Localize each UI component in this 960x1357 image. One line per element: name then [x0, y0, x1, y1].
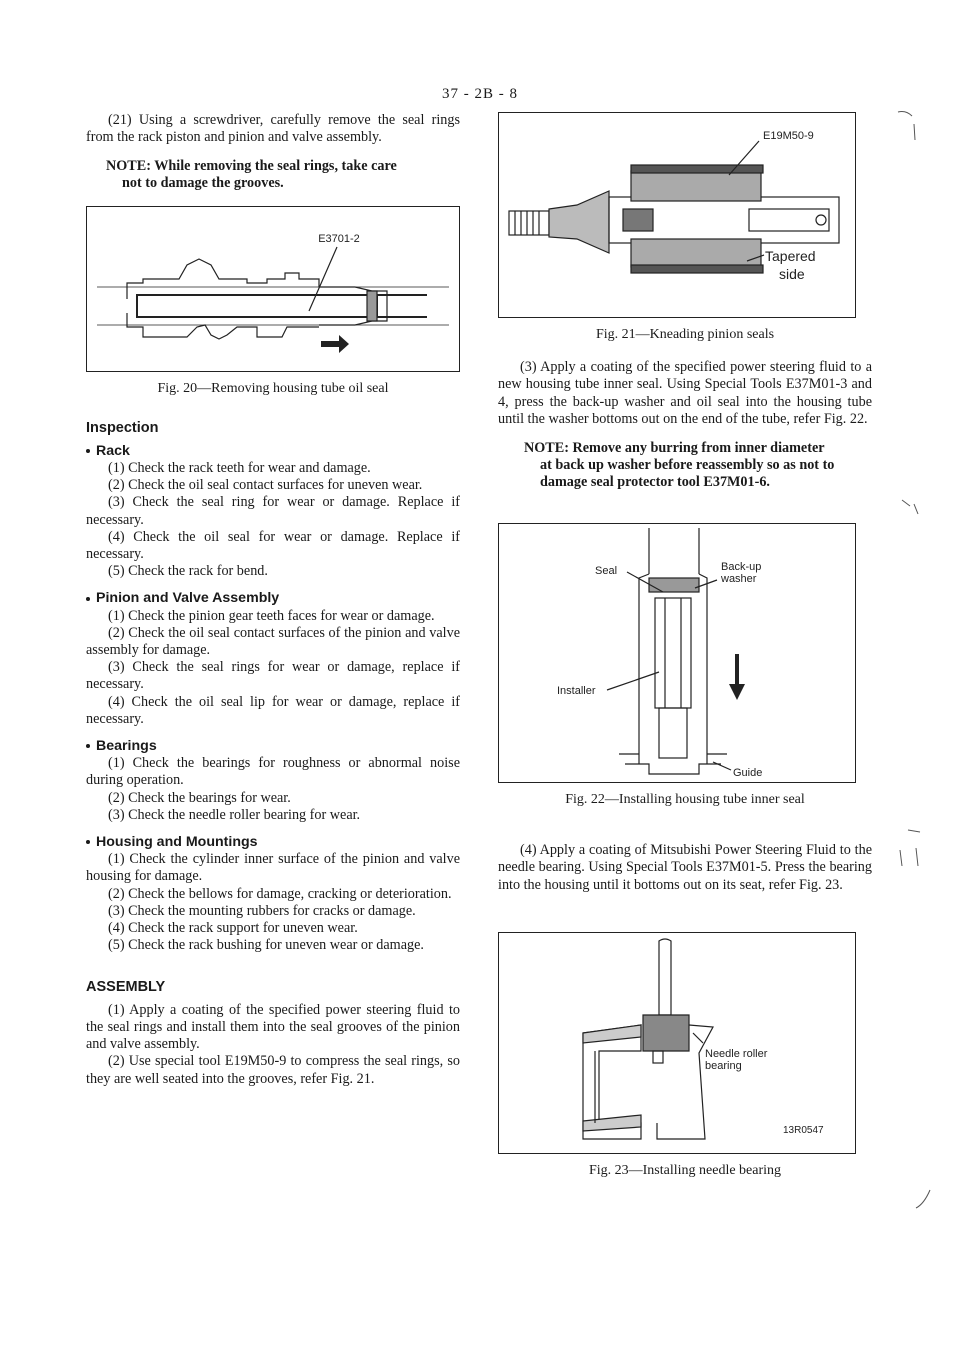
bullet-icon [86, 449, 90, 453]
housing-subheading [86, 834, 460, 851]
figure-23-bearing-label: bearing [705, 1059, 742, 1072]
assembly-heading: ASSEMBLY [86, 978, 166, 995]
figure-21-tool-label: E19M50-9 [763, 130, 814, 142]
figure-20 [86, 206, 460, 397]
right-column [498, 112, 872, 1179]
housing-title: Housing and Mountings [96, 834, 258, 851]
figure-22-seal-label: Seal [595, 565, 618, 578]
figure-23-drawing [499, 933, 855, 1153]
figure-21-frame [498, 112, 856, 318]
figure-23 [498, 932, 872, 1179]
step-4-text: (4) Apply a coating of Mitsubishi Power Steering Fluid to the needle bearing. Using Special Tools E37M01-5. Press the bearing into the housing until it bottoms out on its seat, refer Fig. 23. [498, 842, 872, 893]
figure-21-drawing [499, 113, 855, 317]
note-line: NOTE: While removing the seal rings, take care [106, 158, 397, 175]
list-item: (2) Check the oil seal contact surfaces for uneven wear. [108, 477, 423, 494]
bullet-icon [86, 597, 90, 601]
bullet-icon [86, 840, 90, 844]
pinion-section [86, 590, 460, 728]
figure-20-caption: Fig. 20—Removing housing tube oil seal [157, 381, 389, 397]
figure-22-guide-label: Guide [733, 767, 763, 780]
figure-22-installer-label: Installer [557, 685, 596, 698]
list-item: (3) Check the seal ring for wear or damage. Replace if necessary. [86, 494, 460, 528]
list-item: (1) Check the pinion gear teeth faces for wear or damage. [108, 607, 435, 624]
list-item: (4) Check the oil seal for wear or damage. Replace if necessary. [86, 528, 460, 563]
housing-section [86, 834, 460, 954]
page-number: 37 - 2B - 8 [442, 86, 518, 102]
figure-22 [498, 523, 872, 808]
list-item: (2) Check the oil seal contact surfaces of the pinion and valve assembly for damage. [86, 624, 460, 659]
figure-20-label: E3701-2 [318, 233, 360, 246]
list-item: (3) Check the seal rings for wear or damage, replace if necessary. [86, 659, 460, 693]
figure-23-code-label: 13R0547 [783, 1124, 824, 1136]
figure-20-frame [86, 206, 460, 372]
figure-20-drawing [87, 207, 459, 371]
left-column [86, 112, 460, 1088]
rack-title: Rack [96, 442, 130, 459]
bearings-title: Bearings [96, 738, 157, 755]
list-item: (3) Check the mounting rubbers for cracks or damage. [108, 902, 416, 919]
figure-23-needle-label: Needle roller [705, 1047, 768, 1060]
list-item: (5) Check the rack for bend. [108, 563, 268, 580]
figure-22-washer-label: washer [721, 573, 757, 586]
rack-subheading [86, 443, 460, 460]
figure-22-caption: Fig. 22—Installing housing tube inner seal [565, 792, 805, 808]
note-line: at back up washer before reassembly so as not to damage seal protector tool E37M01-6. [540, 457, 835, 491]
rack-section [86, 443, 460, 581]
figure-23-caption: Fig. 23—Installing needle bearing [588, 1162, 782, 1178]
scan-margin-marks [880, 110, 940, 1240]
step-21-text: (21) Using a screwdriver, carefully remove the seal rings from the rack piston and pinion and valve assembly. [86, 112, 460, 146]
list-item: (1) Check the rack teeth for wear and damage. [108, 460, 371, 477]
list-item: (2) Check the bearings for wear. [108, 789, 291, 806]
list-item: (4) Check the rack support for uneven wear. [108, 920, 358, 937]
figure-21-tapered-label: Tapered [765, 248, 816, 264]
figure-22-backup-label: Back-up [721, 561, 762, 574]
pinion-subheading [86, 590, 460, 607]
figure-21-caption: Fig. 21—Kneading pinion seals [595, 327, 775, 342]
note-line: not to damage the grooves. [122, 175, 284, 192]
note-line: NOTE: Remove any burring from inner diameter [524, 440, 825, 457]
bearings-section [86, 738, 460, 824]
inspection-heading: Inspection [86, 419, 159, 436]
figure-21 [498, 112, 872, 343]
list-item: (3) Check the needle roller bearing for wear. [108, 806, 361, 823]
list-item: (1) Check the cylinder inner surface of the pinion and valve housing for damage. [86, 851, 460, 885]
list-item: (1) Apply a coating of the specified power steering fluid to the seal rings and install them into the seal grooves of the pinion and valve assembly. [86, 1001, 460, 1053]
figure-21-side-label: side [779, 266, 805, 282]
list-item: (1) Check the bearings for roughness or abnormal noise during operation. [86, 755, 460, 789]
bearings-subheading [86, 738, 460, 755]
step-3-text: (3) Apply a coating of the specified power steering fluid to a new housing tube inner seal. Using Special Tools E37M01-3 and 4, press the back-up washer and oil seal into the housing tube until the washer bottoms out on the end of the tube, refer Fig. 22. [498, 359, 872, 427]
figure-22-frame [498, 523, 856, 783]
list-item: (4) Check the oil seal lip for wear or damage, replace if necessary. [86, 693, 460, 727]
note-seal-rings [106, 158, 460, 192]
list-item: (2) Check the bellows for damage, cracking or deterioration. [108, 885, 452, 902]
bullet-icon [86, 744, 90, 748]
list-item: (2) Use special tool E19M50-9 to compress the seal rings, so they are well seated into the grooves, refer Fig. 21. [86, 1053, 460, 1087]
figure-22-drawing [499, 524, 855, 782]
pinion-title: Pinion and Valve Assembly [96, 590, 280, 607]
list-item: (5) Check the rack bushing for uneven wear or damage. [108, 937, 424, 954]
note-burring [524, 440, 872, 491]
figure-23-frame [498, 932, 856, 1154]
